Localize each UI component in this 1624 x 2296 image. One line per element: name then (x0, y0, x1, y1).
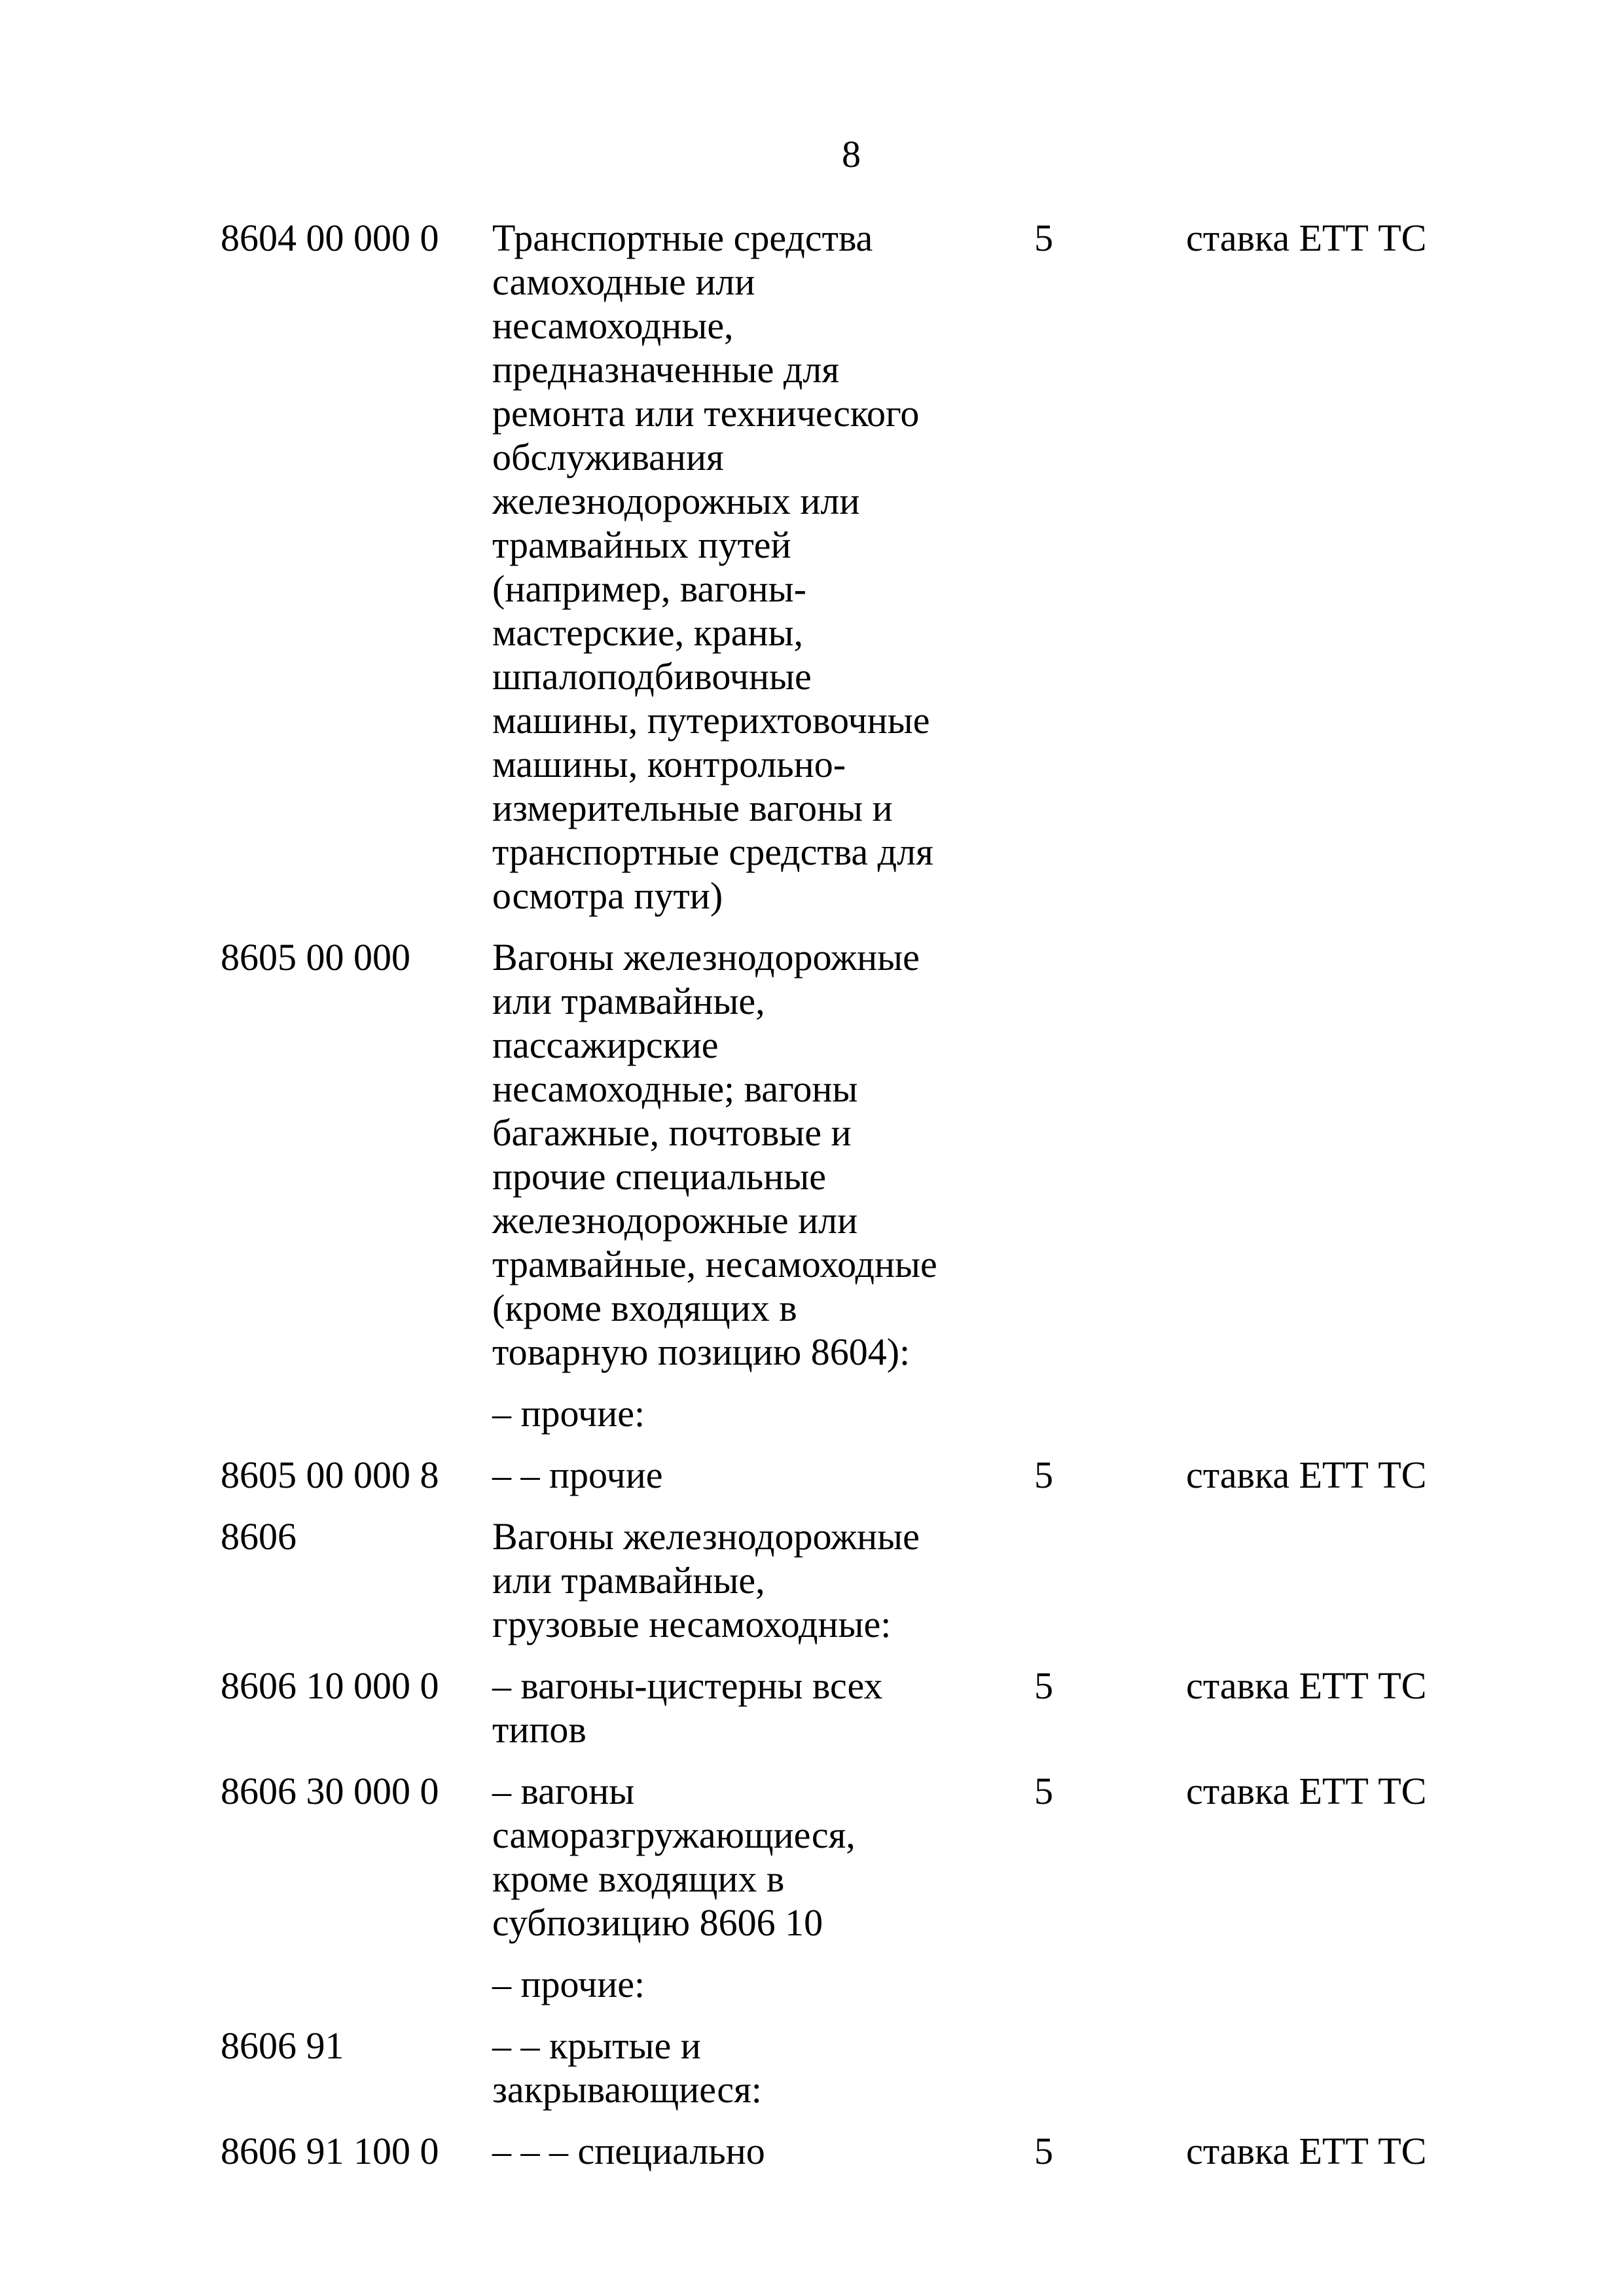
table-row (221, 1769, 1451, 1945)
tariff-code: 8606 91 (221, 2024, 344, 2067)
table-row (221, 1391, 1451, 1435)
duty-rate: 5 (1034, 1664, 1053, 1707)
tariff-table (221, 216, 1451, 2191)
table-row (221, 1664, 1451, 1751)
table-row (221, 1962, 1451, 2006)
tariff-code: 8606 (221, 1515, 297, 1558)
duty-rate: 5 (1034, 1770, 1053, 1812)
rate-note: ставка ЕТТ ТС (1186, 2130, 1427, 2172)
rate-note: ставка ЕТТ ТС (1186, 1770, 1427, 1812)
item-description: – – прочие (492, 1454, 663, 1496)
item-description: Вагоны железнодорожные или трамвайные, пассажирские несамоходные; вагоны багажные, почтовые и прочие специальные железнодорожные или трамвайные, несамоходные (кроме входящих в товарную позицию 8604): (492, 936, 937, 1373)
tariff-code: 8606 10 000 0 (221, 1664, 439, 1707)
table-row (221, 935, 1451, 1374)
table-row (221, 2129, 1451, 2173)
item-description: – прочие: (492, 1392, 645, 1435)
item-description: – прочие: (492, 1963, 645, 2005)
tariff-code: 8604 00 000 0 (221, 217, 439, 259)
tariff-code: 8606 30 000 0 (221, 1770, 439, 1812)
item-description: Вагоны железнодорожные или трамвайные, грузовые несамоходные: (492, 1515, 920, 1645)
duty-rate: 5 (1034, 2130, 1053, 2172)
duty-rate: 5 (1034, 217, 1053, 259)
item-description: – – – специально (492, 2130, 765, 2172)
table-row (221, 1453, 1451, 1497)
table-row (221, 216, 1451, 918)
item-description: – – крытые и закрывающиеся: (492, 2024, 762, 2111)
page-number: 8 (842, 133, 861, 175)
tariff-code: 8605 00 000 (221, 936, 410, 978)
item-description: – вагоны-цистерны всех типов (492, 1664, 883, 1751)
rate-note: ставка ЕТТ ТС (1186, 1454, 1427, 1496)
table-row (221, 1515, 1451, 1646)
tariff-code: 8606 91 100 0 (221, 2130, 439, 2172)
tariff-code: 8605 00 000 8 (221, 1454, 439, 1496)
item-description: – вагоны саморазгружающиеся, кроме входящих в субпозицию 8606 10 (492, 1770, 856, 1944)
rate-note: ставка ЕТТ ТС (1186, 217, 1427, 259)
duty-rate: 5 (1034, 1454, 1053, 1496)
table-row (221, 2024, 1451, 2111)
item-description: Транспортные средства самоходные или несамоходные, предназначенные для ремонта или технического обслуживания железнодорожных или трамвайных путей (например, вагоны- мастерские, краны, шпалоподбивочные машины, путерихтовочные машины, контрольно- измерительные вагоны и транспортные средства для осмотра пути) (492, 217, 933, 917)
rate-note: ставка ЕТТ ТС (1186, 1664, 1427, 1707)
